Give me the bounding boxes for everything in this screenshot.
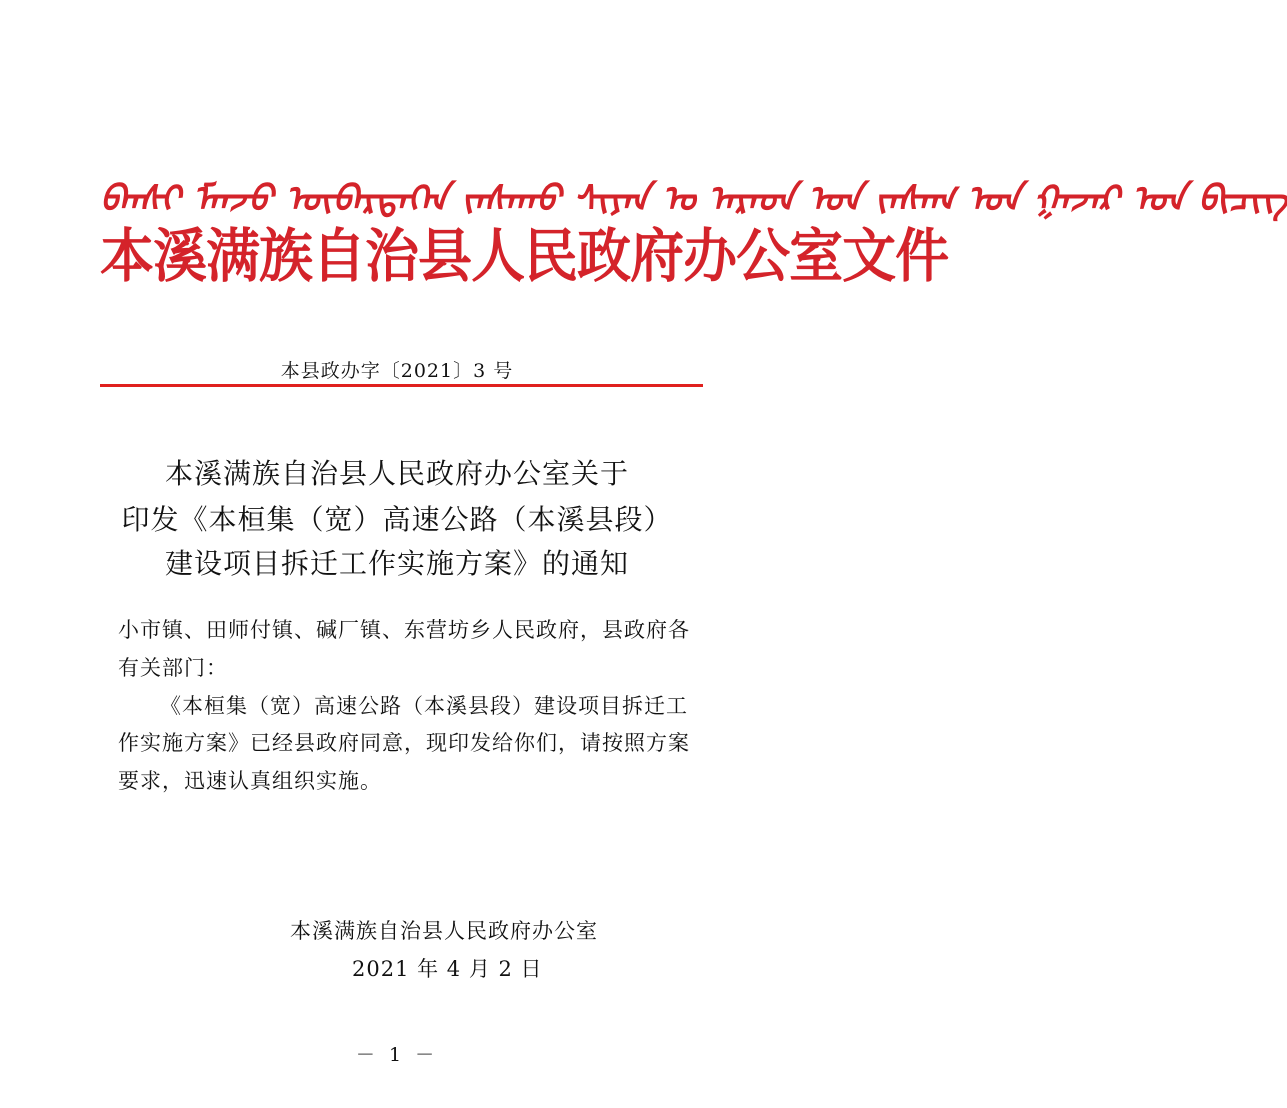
recipients-line-2: 有关部门： (118, 656, 228, 680)
page-number: － 1 － (355, 1044, 439, 1066)
header-mongolian-script: ᠪᠡᠨᠰᠢ ᠮᠠᠨᠵᠤ ᠥᠪᠡᠷᠲᠡᠭᠡᠨ ᠵᠠᠰᠠᠬᠤ ᠰᠢᠶᠠᠨ ᠤ ᠠᠷᠠᠳ ᠤᠨ ᠵᠠᠰᠠᠭ ᠤᠨ ᠭᠠᠵᠠᠷ ᠤᠨ ᠪᠢᠴᠢᠭ (100, 177, 1287, 220)
document-header-title: 本溪满族自治县人民政府办公室文件 (100, 222, 949, 290)
notice-title-line-2: 印发《本桓集（宽）高速公路（本溪县段） (121, 503, 673, 536)
signature-date: 2021 年 4 月 2 日 (352, 957, 543, 981)
header-red-rule (100, 384, 703, 387)
notice-title-line-1: 本溪满族自治县人民政府办公室关于 (164, 457, 629, 490)
body-paragraph-line-2: 作实施方案》已经县政府同意，现印发给你们，请按照方案 (118, 731, 690, 755)
body-paragraph-line-3: 要求，迅速认真组织实施。 (118, 769, 382, 793)
signature-organization: 本溪满族自治县人民政府办公室 (290, 919, 598, 943)
body-paragraph-line-1: 《本桓集（宽）高速公路（本溪县段）建设项目拆迁工 (160, 694, 688, 718)
document-number: 本县政办字〔2021〕3 号 (280, 360, 514, 382)
recipients-line-1: 小市镇、田师付镇、碱厂镇、东营坊乡人民政府，县政府各 (118, 618, 690, 642)
notice-title-line-3: 建设项目拆迁工作实施方案》的通知 (164, 547, 629, 580)
